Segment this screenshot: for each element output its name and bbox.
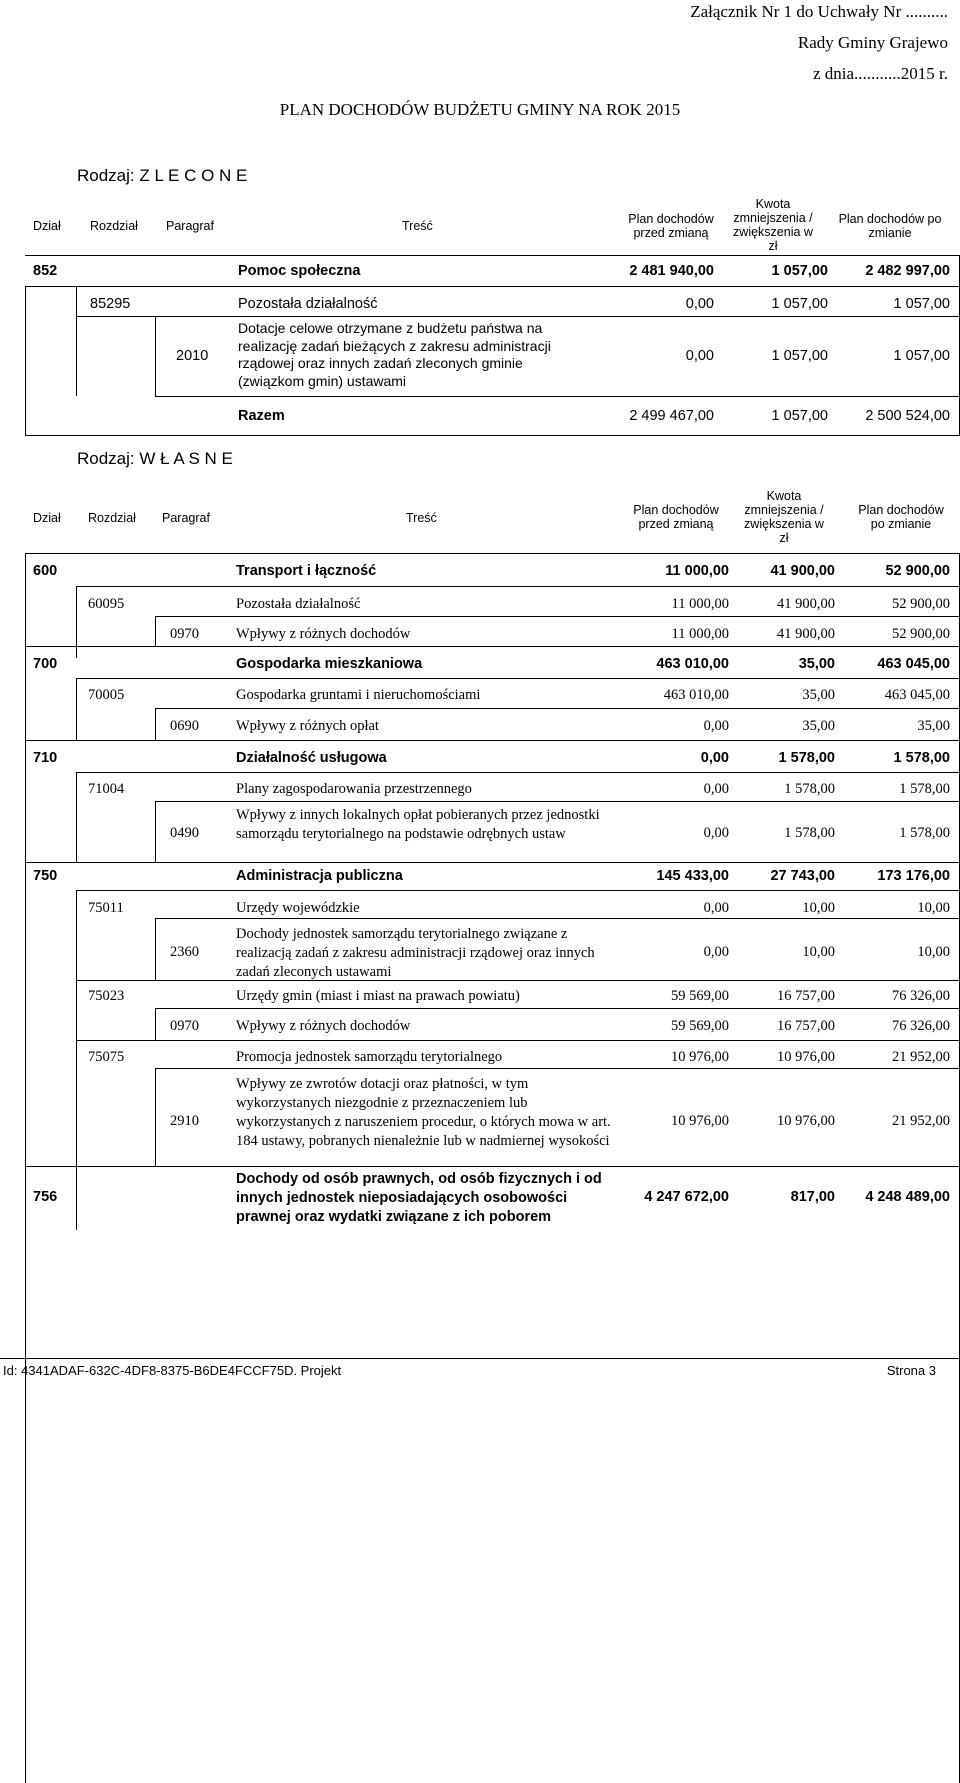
row-tresc: Wpływy ze zwrotów dotacji oraz płatności, w tym wykorzystanych niezgodnie z przeznaczeniem lub wykorzystanych z naruszeniem procedur, o których mowa w art. 184 ustawy, pobranych nienależnie lub w nadmiernej wysokości (236, 1076, 611, 1149)
row-po: 1 057,00 (893, 348, 950, 364)
row-przed: 2 481 940,00 (629, 263, 714, 279)
row-po: 76 326,00 (892, 988, 950, 1004)
row-tresc: Wpływy z różnych opłat (236, 718, 379, 734)
row-po: 2 482 997,00 (865, 263, 950, 279)
footer-divider (0, 1358, 960, 1359)
row-po: 463 045,00 (877, 656, 950, 672)
frame-line (155, 316, 156, 396)
row-tresc: Urzędy gmin (miast i miast na prawach powiatu) (236, 988, 520, 1004)
divider (25, 740, 960, 741)
col-header-paragraf: Paragraf (166, 219, 214, 233)
frame-line (76, 286, 77, 396)
row-kwota: 10,00 (802, 944, 835, 960)
row-po: 52 900,00 (885, 563, 950, 579)
divider (76, 890, 960, 891)
row-po: 1 578,00 (893, 750, 950, 766)
razem-przed: 2 499 467,00 (629, 408, 714, 424)
divider (155, 801, 960, 802)
frame-line (155, 616, 156, 646)
row-paragraf: 2010 (176, 348, 209, 364)
row-paragraf: 0490 (170, 825, 199, 841)
frame-line (76, 586, 77, 658)
row-po: 76 326,00 (892, 1018, 950, 1034)
row-przed: 0,00 (703, 900, 729, 916)
row-tresc: Dochody jednostek samorządu terytorialnego związane z realizacją zadań z zakresu administracji rządowej oraz innych zadań zleconych ustawami (236, 926, 595, 980)
divider (155, 1008, 960, 1009)
divider (155, 396, 960, 397)
frame-line (155, 801, 156, 862)
row-rozdzial: 75011 (88, 900, 124, 916)
row-kwota: 10 976,00 (777, 1049, 835, 1065)
row-tresc: Administracja publiczna (236, 868, 403, 884)
row-kwota: 41 900,00 (777, 626, 835, 642)
row-po: 173 176,00 (877, 868, 950, 884)
divider (155, 918, 960, 919)
divider (25, 646, 960, 647)
row-po: 52 900,00 (892, 626, 950, 642)
row-dzial: 700 (33, 656, 58, 672)
row-rozdzial: 70005 (88, 687, 125, 703)
row-rozdzial: 75075 (88, 1049, 125, 1065)
col-header-rozdzial: Rozdział (90, 219, 138, 233)
row-przed: 0,00 (703, 718, 729, 734)
col-header-po: Plan dochodów po zmianie (838, 212, 942, 240)
row-dzial: 852 (33, 263, 58, 279)
row-dzial: 756 (33, 1189, 58, 1205)
divider (25, 553, 960, 554)
row-po: 10,00 (917, 900, 950, 916)
date-line: z dnia...........2015 r. (812, 64, 948, 83)
row-przed: 10 976,00 (671, 1113, 729, 1129)
row-przed: 59 569,00 (671, 988, 729, 1004)
row-przed: 4 247 672,00 (644, 1189, 729, 1205)
row-dzial: 750 (33, 868, 58, 884)
row-rozdzial: 75023 (88, 988, 125, 1004)
row-przed: 463 010,00 (663, 687, 729, 703)
divider (25, 286, 960, 287)
row-rozdzial: 60095 (88, 596, 125, 612)
divider (25, 1166, 960, 1167)
col-header-po: Plan dochodów po zmianie (858, 503, 944, 531)
row-przed: 0,00 (685, 348, 714, 364)
row-po: 463 045,00 (884, 687, 950, 703)
row-tresc: Wpływy z różnych dochodów (236, 626, 411, 642)
row-po: 10,00 (917, 944, 950, 960)
col-header-tresc: Treść (402, 219, 433, 233)
row-przed: 11 000,00 (665, 563, 729, 579)
row-tresc: Wpływy z różnych dochodów (236, 1018, 411, 1034)
row-po: 52 900,00 (892, 596, 950, 612)
row-kwota: 10 976,00 (777, 1113, 835, 1129)
row-po: 21 952,00 (892, 1049, 950, 1065)
row-przed: 0,00 (703, 944, 729, 960)
row-dzial: 600 (33, 563, 58, 579)
page-title: PLAN DOCHODÓW BUDŻETU GMINY NA ROK 2015 (279, 100, 681, 119)
row-przed: 0,00 (685, 296, 714, 312)
row-kwota: 35,00 (802, 718, 835, 734)
row-kwota: 16 757,00 (777, 1018, 835, 1034)
row-przed: 11 000,00 (671, 626, 729, 642)
row-kwota: 35,00 (798, 656, 835, 672)
row-przed: 145 433,00 (656, 868, 729, 884)
row-paragraf: 0970 (170, 626, 199, 642)
col-header-przed: Plan dochodów przed zmianą (628, 212, 714, 240)
razem-po: 2 500 524,00 (865, 408, 950, 424)
row-rozdzial: 85295 (90, 296, 131, 312)
col-header-rozdzial: Rozdział (88, 511, 136, 525)
row-przed: 0,00 (703, 825, 729, 841)
frame-line (76, 678, 77, 740)
row-kwota: 1 578,00 (784, 825, 835, 841)
row-kwota: 1 057,00 (771, 296, 828, 312)
divider (76, 772, 960, 773)
row-po: 1 578,00 (899, 825, 950, 841)
row-kwota: 10,00 (802, 900, 835, 916)
razem-kwota: 1 057,00 (771, 408, 828, 424)
row-tresc: Działalność usługowa (236, 750, 387, 766)
frame-line (155, 1068, 156, 1166)
divider (25, 255, 960, 256)
row-po: 35,00 (917, 718, 950, 734)
divider (76, 1040, 960, 1041)
row-tresc: Wpływy z innych lokalnych opłat pobieranych przez jednostki samorządu terytorialnego na podstawie odrębnych ustaw (236, 807, 600, 842)
section-label-wlasne: Rodzaj: W Ł A S N E (77, 449, 233, 468)
col-header-kwota: Kwota zmniejszenia / zwiększenia w zł (733, 197, 813, 253)
frame-line (25, 553, 26, 1783)
row-tresc: Promocja jednostek samorządu terytorialnego (236, 1049, 503, 1065)
row-rozdzial: 71004 (88, 781, 125, 797)
row-kwota: 1 578,00 (778, 750, 835, 766)
row-paragraf: 2360 (170, 944, 199, 960)
row-tresc: Transport i łączność (236, 563, 377, 579)
council-line: Rady Gminy Grajewo (797, 33, 948, 52)
row-paragraf: 2910 (170, 1113, 199, 1129)
section-label-zlecone: Rodzaj: Z L E C O N E (77, 166, 248, 185)
row-po: 4 248 489,00 (865, 1189, 950, 1205)
row-kwota: 41 900,00 (770, 563, 835, 579)
row-tresc: Gospodarka mieszkaniowa (236, 656, 423, 672)
col-header-tresc: Treść (406, 511, 437, 525)
row-kwota: 27 743,00 (770, 868, 835, 884)
divider (25, 862, 960, 863)
row-przed: 463 010,00 (656, 656, 729, 672)
row-kwota: 35,00 (802, 687, 835, 703)
attachment-line: Załącznik Nr 1 do Uchwały Nr .......... (690, 2, 948, 21)
row-przed: 0,00 (700, 750, 729, 766)
divider (76, 678, 960, 679)
frame-line (25, 286, 26, 435)
col-header-dzial: Dział (33, 511, 61, 525)
divider (76, 586, 960, 587)
divider (155, 1068, 960, 1069)
frame-line (76, 772, 77, 862)
divider (76, 316, 960, 317)
divider (155, 708, 960, 709)
frame-line (155, 1008, 156, 1040)
row-po: 21 952,00 (892, 1113, 950, 1129)
row-kwota: 1 057,00 (771, 263, 828, 279)
row-tresc: Pozostała działalność (238, 296, 378, 312)
row-kwota: 41 900,00 (777, 596, 835, 612)
frame-line (155, 708, 156, 740)
row-dzial: 710 (33, 750, 58, 766)
row-tresc: Plany zagospodarowania przestrzennego (236, 781, 472, 797)
row-tresc: Pozostała działalność (236, 596, 361, 612)
row-tresc: Dochody od osób prawnych, od osób fizycznych i od innych jednostek nieposiadających osobowości prawnej oraz wydatki związane z ich poborem (236, 1171, 602, 1225)
row-kwota: 1 578,00 (784, 781, 835, 797)
row-tresc: Pomoc społeczna (238, 263, 361, 279)
divider (25, 435, 960, 436)
row-kwota: 16 757,00 (777, 988, 835, 1004)
divider (155, 616, 960, 617)
row-przed: 11 000,00 (671, 596, 729, 612)
row-tresc: Dotacje celowe otrzymane z budżetu państwa na realizację zadań bieżących z zakresu administracji rządowej oraz innych zadań zleconych gminie (związkom gmin) ustawami (238, 320, 551, 389)
row-po: 1 578,00 (899, 781, 950, 797)
frame-line (76, 890, 77, 1230)
col-header-kwota: Kwota zmniejszenia / zwiększenia w zł (744, 489, 824, 545)
row-przed: 59 569,00 (671, 1018, 729, 1034)
footer-id: Id: 4341ADAF-632C-4DF8-8375-B6DE4FCCF75D. Projekt (3, 1363, 342, 1378)
row-tresc: Urzędy wojewódzkie (236, 900, 360, 916)
row-tresc: Gospodarka gruntami i nieruchomościami (236, 687, 481, 703)
razem-label: Razem (238, 408, 285, 424)
col-header-przed: Plan dochodów przed zmianą (633, 503, 719, 531)
row-kwota: 817,00 (790, 1189, 835, 1205)
col-header-dzial: Dział (33, 219, 61, 233)
row-paragraf: 0970 (170, 1018, 199, 1034)
footer-page: Strona 3 (886, 1363, 936, 1378)
row-paragraf: 0690 (170, 718, 199, 734)
frame-line (155, 918, 156, 980)
col-header-paragraf: Paragraf (162, 511, 210, 525)
row-przed: 0,00 (703, 781, 729, 797)
row-przed: 10 976,00 (671, 1049, 729, 1065)
divider (76, 980, 960, 981)
row-kwota: 1 057,00 (771, 348, 828, 364)
row-po: 1 057,00 (893, 296, 950, 312)
